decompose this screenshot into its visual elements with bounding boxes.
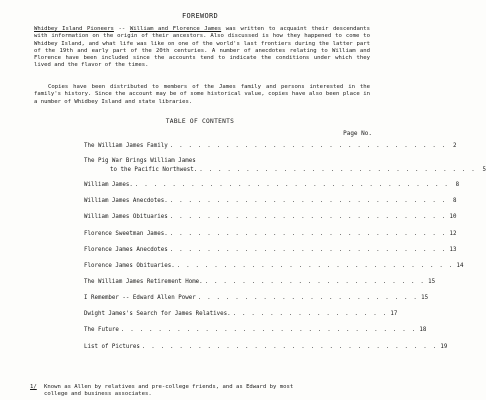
toc-entry: [84, 294, 429, 302]
intro-paragraph-1: [34, 26, 370, 70]
footnote-text-1: Known as Allen by relatives and pre-college friends, and as Edward by most: [44, 384, 294, 390]
toc-entry-page: 13: [449, 247, 457, 253]
toc-entry: [84, 343, 448, 351]
toc-entry-title: The William James Retirement Home.: [84, 279, 203, 285]
toc-leader-dots: . . . . . . . . . . . . . . . . .: [232, 311, 388, 317]
book-title-part-1: Whidbey Island Pioneers: [34, 26, 114, 32]
toc-entry-title: The William James Family: [84, 143, 168, 149]
toc-entry-page: 14: [456, 263, 464, 269]
toc-entry-page: 15: [421, 295, 429, 301]
toc-entry: [84, 197, 457, 205]
toc-leader-dots: . . . . . . . . . . . . . . . . . . . . . . . . . . . . . .: [169, 247, 447, 253]
toc-leader-dots: . . . . . . . . . . . . . . . . . . . . . . . .: [197, 295, 419, 301]
toc-entry-page: 17: [390, 311, 398, 317]
toc-entry: [84, 310, 398, 318]
toc-entry: [84, 326, 427, 334]
toc-page-number-label: Page No.: [343, 130, 372, 137]
toc-entry: [84, 213, 457, 221]
toc-entry: [84, 246, 457, 254]
footnote: [30, 384, 370, 399]
toc-entry-title: Florence James Anecdotes: [84, 247, 168, 253]
intro-paragraph-2: Copies have been distributed to members of the James family and persons interested in the family's history. Since the account may be of some historical value, copies have also been place in a number of Whidbey Island and state libraries.: [34, 84, 370, 105]
toc-leader-dots: . . . . . . . . . . . . . . . . . . . . . . . .: [204, 279, 426, 285]
toc-leader-dots: . . . . . . . . . . . . . . . . . . . . . . . . . . . . . . . .: [141, 344, 438, 350]
toc-entry-title: Florence Sweetman James.: [84, 231, 168, 237]
toc-entry: [84, 230, 457, 238]
toc-entry-page: 10: [449, 214, 457, 220]
foreword-heading: FOREWORD: [181, 12, 219, 20]
toc-leader-dots: . . . . . . . . . . . . . . . . . . . . . . . . . . . . . .: [199, 167, 476, 173]
toc-entry-title: The Future: [84, 327, 119, 333]
toc-entry-page: 19: [440, 344, 448, 350]
footnote-marker: 1/: [30, 384, 37, 390]
toc-leader-dots: . . . . . . . . . . . . . . . . . . . . . . . . . . . . . .: [169, 214, 447, 220]
toc-heading: TABLE OF CONTENTS: [165, 118, 235, 125]
toc-entry: [110, 166, 486, 174]
toc-entry-title: I Remember -- Edward Allen Power: [84, 295, 196, 301]
toc-entry-title: William James Anecdotes.: [84, 198, 168, 204]
toc-entry-page: 8: [452, 198, 457, 204]
toc-entry-title: William James.: [84, 182, 133, 188]
toc-entry: [84, 278, 436, 286]
toc-entry-title-line: The Pig War Brings William James: [84, 158, 196, 164]
footnote-line-2: college and business associates.: [44, 391, 152, 398]
toc-entry-page: 12: [449, 231, 457, 237]
book-title-part-2: William and Florence James: [129, 26, 222, 32]
toc-leader-dots: . . . . . . . . . . . . . . . . . . . . . . . . . . . . . . . . . .: [134, 182, 450, 188]
toc-entry-title: Dwight James's Search for James Relatives.: [84, 311, 231, 317]
toc-leader-dots: . . . . . . . . . . . . . . . . . . . . . . . . . . . . . .: [169, 231, 447, 237]
toc-entry: [84, 181, 460, 189]
toc-entry: [84, 262, 464, 270]
footnote-line-1: [30, 384, 370, 391]
toc-entry-title: List of Pictures: [84, 344, 140, 350]
toc-entry-title: to the Pacific Northwest.: [110, 167, 198, 173]
toc-entry-page: 2: [452, 143, 457, 149]
toc-entry-title: Florence James Obituaries.: [84, 263, 175, 269]
toc-entry-page: 15: [428, 279, 436, 285]
toc-leader-dots: . . . . . . . . . . . . . . . . . . . . . . . . . . . . . .: [176, 263, 454, 269]
toc-leader-dots: . . . . . . . . . . . . . . . . . . . . . . . . . . . . . . . .: [120, 327, 417, 333]
toc-entry-title: William James Obituaries: [84, 214, 168, 220]
toc-leader-dots: . . . . . . . . . . . . . . . . . . . . . . . . . . . . . .: [169, 198, 447, 204]
intro-paragraph-1-text: was written to acquaint their descendants with information on the origin of their ancestors. Also discussed is how they happened to come to Whidbey Island, and what life was like on one of the world's last frontiers during the latter part of the 19th and early part of the 20th centuries. A number of anecdotes relating to William and Florence have been included since the accounts tend to indicate the conditions under which they lived and the flavor of the times.: [34, 26, 370, 69]
toc-entry-page: 8: [455, 182, 460, 188]
toc-entry: [84, 142, 457, 150]
toc-entry-page: 18: [419, 327, 427, 333]
toc-entry-page: 5: [482, 167, 486, 173]
toc-leader-dots: . . . . . . . . . . . . . . . . . . . . . . . . . . . . . .: [169, 143, 447, 149]
book-title-separator: --: [113, 26, 130, 32]
